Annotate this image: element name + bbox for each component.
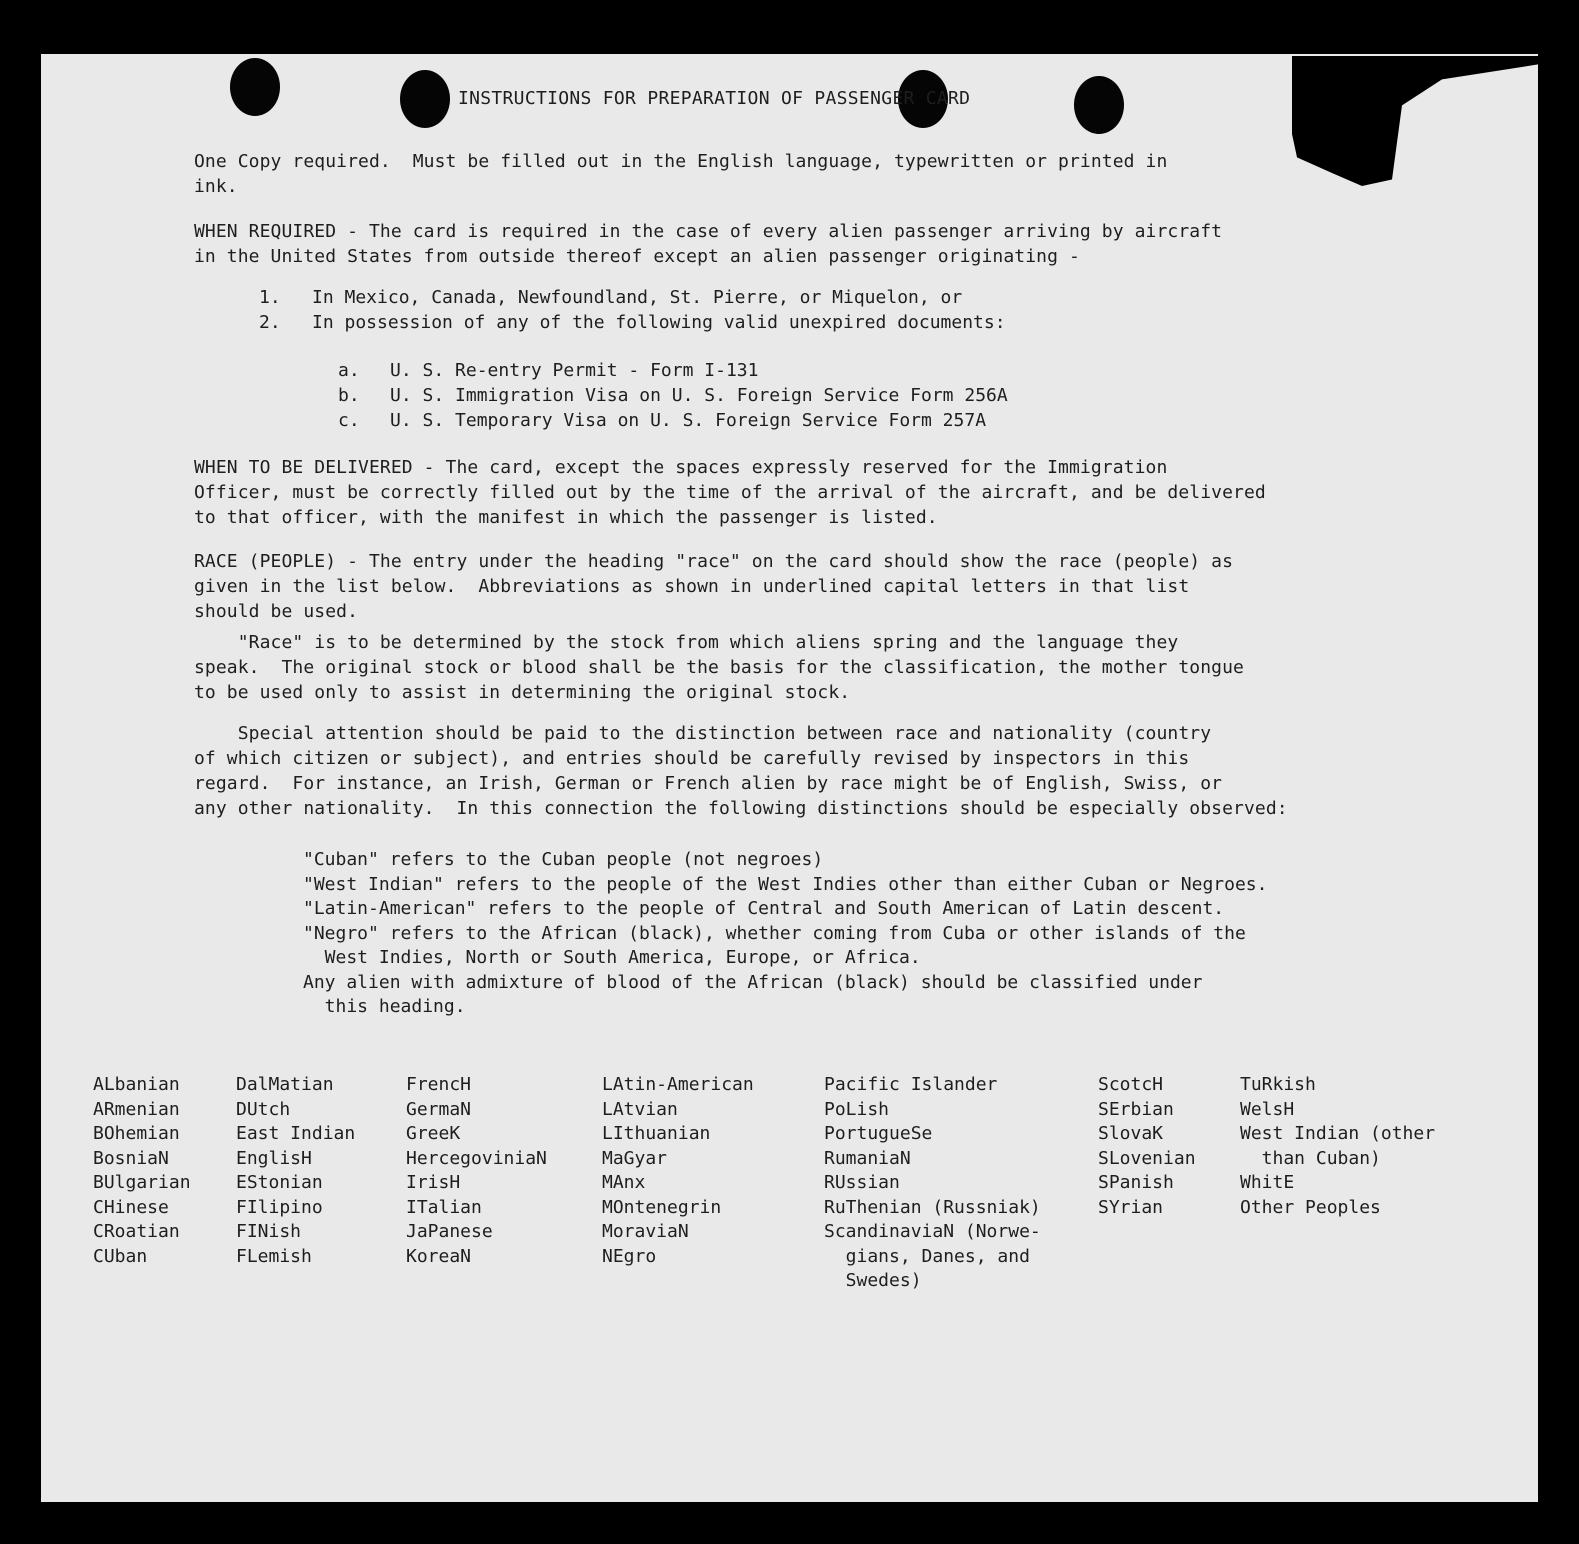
distinction-item: "Latin-American" refers to the people of Central and South American of Latin descent. [303,898,1225,919]
race-item: EnglisH [236,1147,312,1169]
race-item: SPanish [1098,1172,1174,1193]
race-item: ScandinaviaN (Norwe- [824,1221,1041,1242]
text-line: in the United States from outside thereof except an alien passenger originating - [194,246,1080,267]
text-line: of which citizen or subject), and entries should be carefully revised by inspectors in this [194,748,1190,769]
race-item: West Indian (other [1240,1123,1436,1144]
text-line: "Race" is to be determined by the stock from which aliens spring and the language they [194,632,1179,653]
race-item: LAtvian [602,1098,678,1120]
race-item: MAnx [602,1172,646,1193]
when-required-paragraph [194,219,1222,269]
race-item: SLovenian [1098,1147,1196,1169]
distinction-item: West Indies, North or South America, Europe, or Africa. [303,947,921,968]
race-item: CUban [93,1245,148,1267]
race-item: NEgro [602,1245,657,1267]
punch-hole [1074,76,1124,134]
race-item: EStonian [236,1172,323,1193]
text-line: speak. The original stock or blood shall be the basis for the classification, the mother tongue [194,657,1244,678]
when-delivered-paragraph [194,455,1266,530]
race-item: GreeK [406,1123,461,1144]
race-item: SYrian [1098,1196,1164,1218]
race-item: FLemish [236,1245,312,1267]
race-column-5 [824,1073,1041,1294]
race-item: FrencH [406,1074,472,1095]
document-list [338,358,1008,433]
race-item: HercegoviniaN [406,1147,547,1169]
distinction-item: "Negro" refers to the African (black), whether coming from Cuba or other islands of the [303,922,1246,944]
race-item: SErbian [1098,1098,1174,1120]
text-line: given in the list below. Abbreviations as shown in underlined capital letters in that list [194,576,1190,597]
text-line: to that officer, with the manifest in which the passenger is listed. [194,507,938,528]
text-line: ink. [194,176,238,197]
list-item: 1. In Mexico, Canada, Newfoundland, St. Pierre, or Miquelon, or [259,287,963,308]
race-item: IrisH [406,1172,461,1193]
list-item: b. U. S. Immigration Visa on U. S. Foreign Service Form 256A [338,385,1008,406]
text-line: WHEN REQUIRED - The card is required in the case of every alien passenger arriving by aircraft [194,221,1223,242]
text-line: Officer, must be correctly filled out by the time of the arrival of the aircraft, and be delivered [194,482,1266,503]
race-item: LAtin-American [602,1074,754,1095]
race-item: LIthuanian [602,1123,711,1144]
text-line: Special attention should be paid to the distinction between race and nationality (country [194,723,1212,744]
race-item: ALbanian [93,1074,180,1095]
race-column-6 [1098,1073,1196,1220]
race-item: DUtch [236,1098,291,1120]
race-item: RUssian [824,1172,900,1193]
race-item: BUlgarian [93,1172,191,1193]
race-item: KoreaN [406,1245,472,1267]
race-item: SlovaK [1098,1123,1164,1144]
race-item: WelsH [1240,1098,1295,1120]
race-definition-paragraph [194,630,1244,705]
list-item: a. U. S. Re-entry Permit - Form I-131 [338,360,759,381]
race-item: TuRkish [1240,1074,1316,1095]
race-item: MaGyar [602,1147,668,1169]
race-item: JaPanese [406,1221,493,1242]
race-item: DalMatian [236,1074,334,1095]
race-item: MoraviaN [602,1221,689,1242]
distinction-item: "West Indian" refers to the people of the West Indies other than either Cuban or Negroes. [303,873,1268,895]
intro-paragraph [194,149,1167,199]
text-line: regard. For instance, an Irish, German or French alien by race might be of English, Swiss, or [194,773,1223,794]
punch-hole [400,70,450,128]
race-item: MOntenegrin [602,1196,722,1218]
race-item: East Indian [236,1123,356,1144]
race-column-3 [406,1073,547,1269]
list-item: 2. In possession of any of the following valid unexpired documents: [259,312,1006,333]
race-item: PoLish [824,1098,890,1120]
race-item: ARmenian [93,1098,180,1120]
punch-hole [230,58,280,116]
race-intro-paragraph [194,549,1233,624]
race-item: Other Peoples [1240,1196,1381,1218]
race-item: CRoatian [93,1221,180,1242]
race-item: GermaN [406,1098,472,1120]
race-item: ScotcH [1098,1074,1164,1095]
text-line: RACE (PEOPLE) - The entry under the heading "race" on the card should show the race (people) as [194,551,1234,572]
race-item: CHinese [93,1196,169,1218]
race-item: ITalian [406,1196,482,1218]
race-item: PortugueSe [824,1123,933,1144]
race-column-4 [602,1073,754,1269]
text-line: One Copy required. Must be filled out in the English language, typewritten or printed in [194,151,1168,172]
race-item: FINish [236,1221,302,1242]
distinction-item: this heading. [303,996,466,1017]
race-item: Swedes) [824,1270,922,1291]
document-title: INSTRUCTIONS FOR PREPARATION OF PASSENGER CARD [458,88,971,109]
origin-exception-list [259,285,1006,335]
distinction-item: Any alien with admixture of blood of the African (black) should be classified under [303,971,1203,993]
distinction-item: "Cuban" refers to the Cuban people (not negroes) [303,849,824,870]
race-item: Pacific Islander [824,1074,998,1095]
race-item: WhitE [1240,1172,1295,1193]
special-attention-paragraph [194,721,1288,821]
race-column-1 [93,1073,191,1269]
distinction-list [303,848,1268,1020]
race-item: FIlipino [236,1196,323,1218]
text-line: any other nationality. In this connection the following distinctions should be especially observed: [194,798,1288,819]
race-column-7 [1240,1073,1435,1220]
race-column-2 [236,1073,355,1269]
text-line: to be used only to assist in determining the original stock. [194,682,851,703]
list-item: c. U. S. Temporary Visa on U. S. Foreign Service Form 257A [338,410,987,431]
race-item: gians, Danes, and [824,1245,1030,1267]
race-item: RumaniaN [824,1147,911,1169]
text-line: should be used. [194,601,359,622]
race-item: BOhemian [93,1123,180,1144]
race-item: BosniaN [93,1147,169,1169]
race-item: RuThenian (Russniak) [824,1196,1041,1218]
race-item: than Cuban) [1240,1147,1381,1169]
text-line: WHEN TO BE DELIVERED - The card, except the spaces expressly reserved for the Immigration [194,457,1168,478]
